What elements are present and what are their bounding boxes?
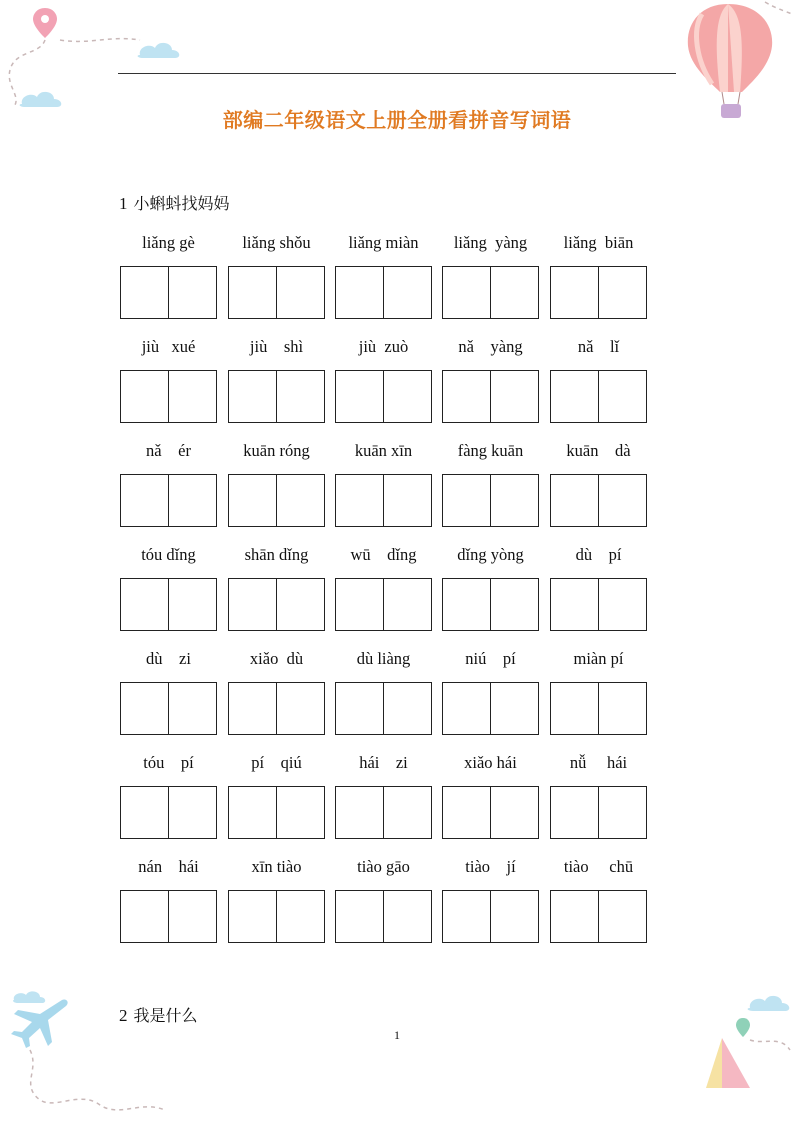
section-number: 2 — [119, 1006, 128, 1025]
writing-box-pair — [228, 890, 325, 943]
word-cell — [120, 648, 217, 670]
writing-box — [443, 475, 490, 526]
pinyin-label: nǎ lǐ — [577, 337, 620, 356]
writing-box-pair — [120, 266, 217, 319]
word-cell — [335, 336, 432, 358]
page-title: 部编二年级语文上册全册看拼音写词语 — [222, 108, 572, 132]
word-cell — [228, 232, 325, 254]
writing-box — [490, 579, 538, 630]
writing-box — [276, 891, 324, 942]
pinyin-label: xīn tiào — [251, 857, 302, 876]
word-cell — [550, 336, 647, 358]
writing-box — [598, 579, 646, 630]
pinyin-label: liǎng shǒu — [242, 233, 311, 252]
writing-box-pair — [442, 474, 539, 527]
pinyin-label: liǎng yàng — [453, 233, 528, 252]
word-cell — [442, 232, 539, 254]
writing-box-pair — [550, 682, 647, 735]
word-cell — [442, 856, 539, 878]
writing-box-pair — [550, 890, 647, 943]
cloud-icon — [748, 996, 790, 1011]
writing-box — [598, 371, 646, 422]
writing-box — [121, 475, 168, 526]
writing-box — [276, 371, 324, 422]
writing-box — [229, 787, 276, 838]
writing-box — [168, 579, 216, 630]
writing-box — [168, 267, 216, 318]
section-heading — [119, 1003, 198, 1026]
writing-box-pair — [228, 786, 325, 839]
word-cell — [120, 544, 217, 566]
word-cell — [335, 544, 432, 566]
pinyin-label: jiù zuò — [358, 337, 409, 356]
writing-box — [121, 787, 168, 838]
writing-box — [229, 683, 276, 734]
word-cell — [335, 648, 432, 670]
word-cell — [550, 232, 647, 254]
writing-box-pair — [228, 474, 325, 527]
header-rule — [118, 73, 676, 74]
top-left-decoration — [0, 0, 200, 120]
pinyin-label: niú pí — [465, 649, 516, 668]
writing-box — [383, 891, 431, 942]
pinyin-label: jiù shì — [249, 337, 304, 356]
writing-box — [121, 579, 168, 630]
writing-box — [551, 579, 598, 630]
writing-box — [490, 371, 538, 422]
writing-box — [443, 787, 490, 838]
writing-box — [336, 683, 383, 734]
word-cell — [550, 648, 647, 670]
pinyin-label: pí qiú — [251, 753, 302, 772]
word-cell — [442, 440, 539, 462]
writing-box — [598, 891, 646, 942]
writing-box — [383, 579, 431, 630]
writing-box-pair — [335, 474, 432, 527]
word-cell — [120, 232, 217, 254]
hot-air-balloon-icon — [688, 4, 772, 118]
writing-box — [336, 267, 383, 318]
pinyin-label: shān dǐng — [244, 545, 309, 564]
writing-box — [336, 787, 383, 838]
writing-box — [229, 475, 276, 526]
writing-box — [598, 683, 646, 734]
word-cell — [120, 336, 217, 358]
writing-box — [121, 891, 168, 942]
writing-box — [383, 787, 431, 838]
pinyin-label: nǎ ér — [146, 441, 191, 460]
word-cell — [442, 648, 539, 670]
writing-box — [121, 371, 168, 422]
writing-box-pair — [228, 682, 325, 735]
writing-box — [336, 475, 383, 526]
word-cell — [335, 232, 432, 254]
writing-box — [168, 787, 216, 838]
section-heading — [119, 191, 230, 214]
writing-box — [551, 475, 598, 526]
section-title: 小蝌蚪找妈妈 — [133, 194, 230, 213]
writing-box-pair — [335, 786, 432, 839]
writing-box — [383, 683, 431, 734]
pinyin-label: nǎ yàng — [458, 337, 523, 356]
pinyin-label: xiǎo dù — [249, 649, 304, 668]
writing-box — [168, 891, 216, 942]
writing-box — [121, 683, 168, 734]
pinyin-label: hái zi — [359, 753, 408, 772]
writing-box — [551, 371, 598, 422]
pinyin-label: xiǎo hái — [464, 753, 517, 772]
word-cell — [550, 752, 647, 774]
pinyin-label: wū dǐng — [350, 545, 417, 564]
writing-box-pair — [335, 266, 432, 319]
writing-box — [168, 475, 216, 526]
pinyin-label: kuān róng — [243, 441, 310, 460]
writing-box — [490, 787, 538, 838]
word-cell — [120, 440, 217, 462]
word-cell — [228, 648, 325, 670]
writing-box — [276, 683, 324, 734]
writing-box — [229, 371, 276, 422]
writing-box — [598, 267, 646, 318]
word-cell — [442, 752, 539, 774]
writing-box — [551, 787, 598, 838]
writing-box — [336, 891, 383, 942]
writing-box — [443, 371, 490, 422]
writing-box-pair — [442, 682, 539, 735]
pinyin-label: tóu dǐng — [141, 545, 196, 564]
word-cell — [228, 752, 325, 774]
writing-box-pair — [228, 578, 325, 631]
pinyin-label: kuān dà — [566, 441, 631, 460]
word-cell — [442, 336, 539, 358]
pinyin-label: liǎng gè — [142, 233, 195, 252]
cloud-icon — [138, 43, 180, 58]
word-cell — [228, 544, 325, 566]
writing-box — [490, 267, 538, 318]
word-cell — [550, 440, 647, 462]
writing-box — [336, 579, 383, 630]
word-cell — [550, 544, 647, 566]
writing-box-pair — [442, 890, 539, 943]
writing-box — [229, 579, 276, 630]
pinyin-label: nán hái — [138, 857, 199, 876]
writing-box — [383, 371, 431, 422]
word-cell — [550, 856, 647, 878]
pinyin-label: dù liàng — [356, 649, 411, 668]
section-title: 我是什么 — [133, 1006, 198, 1025]
section-number: 1 — [119, 194, 128, 213]
word-cell — [335, 752, 432, 774]
writing-box-pair — [120, 682, 217, 735]
writing-box — [276, 579, 324, 630]
writing-box — [229, 267, 276, 318]
pinyin-label: dǐng yòng — [457, 545, 524, 564]
word-cell — [228, 440, 325, 462]
writing-box — [443, 267, 490, 318]
writing-box — [551, 267, 598, 318]
word-cell — [335, 440, 432, 462]
writing-box — [443, 891, 490, 942]
writing-box-pair — [550, 786, 647, 839]
writing-box — [443, 579, 490, 630]
writing-box-pair — [120, 474, 217, 527]
writing-box — [383, 267, 431, 318]
writing-box-pair — [335, 578, 432, 631]
writing-box — [443, 683, 490, 734]
sailboat-icon — [706, 1038, 750, 1088]
writing-box-pair — [442, 266, 539, 319]
writing-box — [229, 891, 276, 942]
pinyin-label: liǎng miàn — [348, 233, 419, 252]
writing-box — [336, 371, 383, 422]
writing-box-pair — [335, 370, 432, 423]
writing-box — [121, 267, 168, 318]
writing-box-pair — [228, 370, 325, 423]
pinyin-label: tiào chū — [563, 857, 634, 876]
writing-box-pair — [120, 786, 217, 839]
writing-box-pair — [550, 578, 647, 631]
location-pin-icon — [33, 8, 57, 38]
writing-box-pair — [442, 578, 539, 631]
writing-box-pair — [120, 370, 217, 423]
pinyin-label: dù zi — [146, 649, 191, 668]
writing-box-pair — [550, 370, 647, 423]
writing-box — [276, 787, 324, 838]
word-cell — [120, 856, 217, 878]
writing-box — [490, 475, 538, 526]
writing-box — [383, 475, 431, 526]
pinyin-label: fàng kuān — [457, 441, 524, 460]
pinyin-label: nǚ hái — [569, 753, 628, 772]
pinyin-label: jiù xué — [141, 337, 196, 356]
pinyin-label: liǎng biān — [563, 233, 634, 252]
writing-box-pair — [550, 474, 647, 527]
writing-box — [168, 371, 216, 422]
pinyin-label: kuān xīn — [354, 441, 413, 460]
writing-box — [490, 891, 538, 942]
pinyin-label: dù pí — [575, 545, 622, 564]
pinyin-label: tóu pí — [143, 753, 194, 772]
cloud-icon — [13, 991, 45, 1003]
writing-box-pair — [120, 890, 217, 943]
writing-box — [551, 683, 598, 734]
writing-box-pair — [228, 266, 325, 319]
word-cell — [228, 856, 325, 878]
pinyin-label: tiào gāo — [357, 857, 410, 876]
writing-box-pair — [442, 370, 539, 423]
word-cell — [335, 856, 432, 878]
writing-box — [551, 891, 598, 942]
writing-box-pair — [335, 890, 432, 943]
writing-box — [276, 475, 324, 526]
writing-box — [276, 267, 324, 318]
word-cell — [120, 752, 217, 774]
writing-box — [598, 787, 646, 838]
writing-box-pair — [120, 578, 217, 631]
writing-box-pair — [442, 786, 539, 839]
bottom-right-decoration — [690, 990, 794, 1100]
word-cell — [442, 544, 539, 566]
pinyin-label: miàn pí — [573, 649, 624, 668]
writing-box-pair — [335, 682, 432, 735]
word-cell — [228, 336, 325, 358]
page-number: 1 — [394, 1028, 400, 1042]
writing-box — [490, 683, 538, 734]
writing-box — [598, 475, 646, 526]
pinyin-label: tiào jí — [465, 857, 516, 876]
writing-box-pair — [550, 266, 647, 319]
writing-box — [168, 683, 216, 734]
